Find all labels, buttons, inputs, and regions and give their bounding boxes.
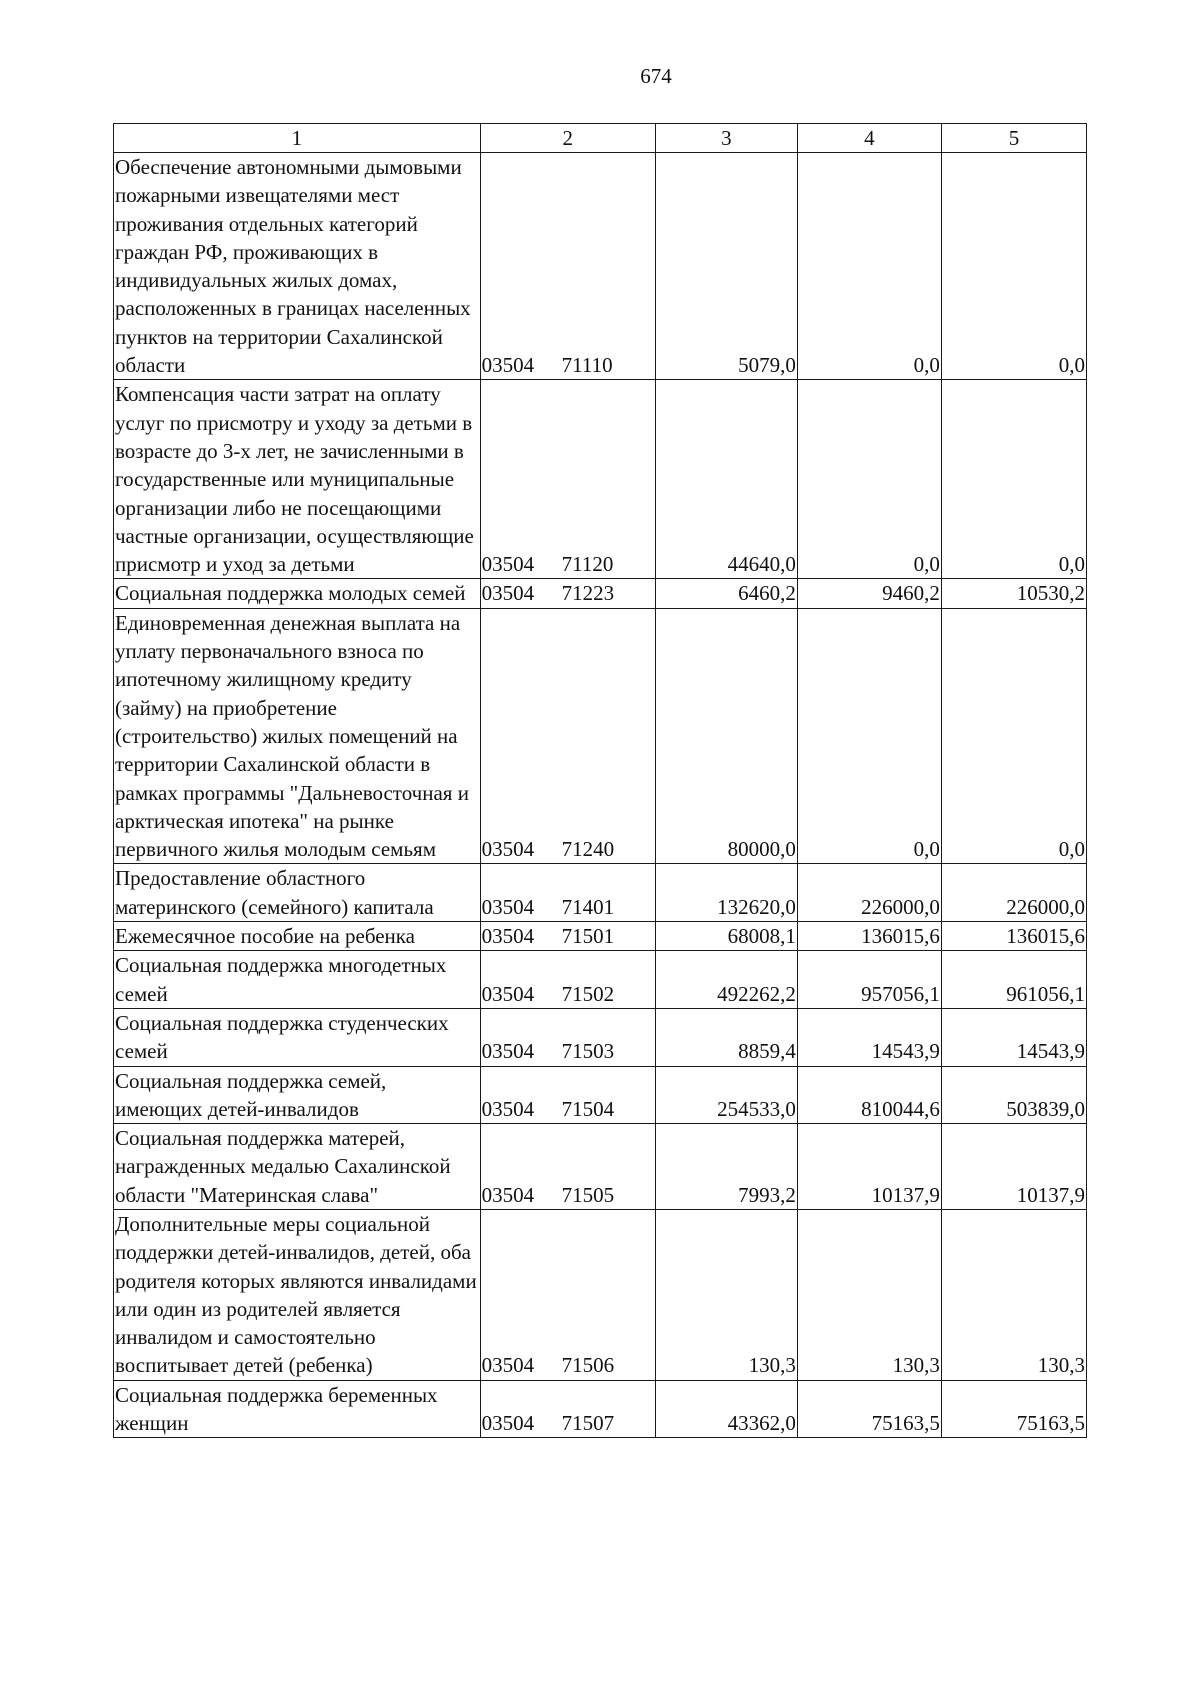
row-name-cell: Обеспечение автономными дымовыми пожарными извещателями мест проживания отдельных категорий граждан РФ, проживающих в индивидуальных жилых домах, расположенных в границах населенных пунктов на территории Сахалинской области [114, 153, 481, 380]
table-row [114, 608, 1087, 864]
row-name-cell: Социальная поддержка семей, имеющих детей-инвалидов [114, 1066, 481, 1124]
row-name-cell: Дополнительные меры социальной поддержки детей-инвалидов, детей, оба родителя которых являются инвалидами или один из родителей является инвалидом и самостоятельно воспитывает детей (ребенка) [114, 1209, 481, 1380]
target-code: 71504 [561, 1096, 615, 1121]
target-code: 71501 [561, 924, 615, 949]
table-body [114, 153, 1087, 1438]
table-row [114, 1066, 1087, 1124]
value-col-3: 44640,0 [655, 380, 797, 579]
column-header-4: 4 [797, 124, 941, 153]
row-name-cell: Единовременная денежная выплата на уплату первоначального взноса по ипотечному жилищному кредиту (займу) на приобретение (строительство) жилых помещений на территории Сахалинской области в рамках программы "Дальневосточная и арктическая ипотека" на рынке первичного жилья молодым семьям [114, 608, 481, 864]
row-name-cell: Компенсация части затрат на оплату услуг по присмотру и уходу за детьми в возрасте до 3-х лет, не зачисленными в государственные или муниципальные организации либо не посещающими частные организации, осуществляющие присмотр и уход за детьми [114, 380, 481, 579]
value-col-5: 10530,2 [941, 579, 1086, 608]
table-row [114, 1008, 1087, 1066]
row-name-cell: Социальная поддержка студенческих семей [114, 1008, 481, 1066]
table-row [114, 1380, 1087, 1438]
value-col-5: 0,0 [941, 608, 1086, 864]
value-col-3: 254533,0 [655, 1066, 797, 1124]
table-header-row [114, 124, 1087, 153]
value-col-4: 75163,5 [797, 1380, 941, 1438]
row-name-cell: Предоставление областного материнского (семейного) капитала [114, 864, 481, 922]
section-code: 03504 [481, 1096, 535, 1121]
section-code: 03504 [481, 353, 535, 378]
value-col-4: 10137,9 [797, 1124, 941, 1210]
target-code: 71240 [561, 837, 615, 862]
value-col-5: 14543,9 [941, 1008, 1086, 1066]
target-code: 71507 [561, 1411, 615, 1436]
row-code-cell [480, 1380, 655, 1438]
value-col-3: 7993,2 [655, 1124, 797, 1210]
table-row [114, 579, 1087, 608]
row-name-cell: Ежемесячное пособие на ребенка [114, 922, 481, 951]
value-col-5: 226000,0 [941, 864, 1086, 922]
target-code: 71110 [561, 353, 613, 378]
value-col-3: 5079,0 [655, 153, 797, 380]
target-code: 71223 [561, 581, 615, 606]
row-code-cell [480, 951, 655, 1009]
row-code-cell [480, 864, 655, 922]
value-col-4: 810044,6 [797, 1066, 941, 1124]
value-col-4: 14543,9 [797, 1008, 941, 1066]
row-code-cell [480, 1209, 655, 1380]
value-col-3: 43362,0 [655, 1380, 797, 1438]
value-col-5: 136015,6 [941, 922, 1086, 951]
table-row [114, 864, 1087, 922]
table-row [114, 1124, 1087, 1210]
section-code: 03504 [481, 924, 535, 949]
section-code: 03504 [481, 1182, 535, 1207]
row-name-cell: Социальная поддержка беременных женщин [114, 1380, 481, 1438]
value-col-5: 0,0 [941, 153, 1086, 380]
column-header-3: 3 [655, 124, 797, 153]
target-code: 71120 [561, 552, 614, 577]
value-col-3: 80000,0 [655, 608, 797, 864]
row-code-cell [480, 1124, 655, 1210]
column-header-5: 5 [941, 124, 1086, 153]
row-code-cell [480, 1008, 655, 1066]
value-col-5: 961056,1 [941, 951, 1086, 1009]
value-col-3: 6460,2 [655, 579, 797, 608]
row-name-cell: Социальная поддержка матерей, награжденных медалью Сахалинской области "Материнская слава" [114, 1124, 481, 1210]
row-name-cell: Социальная поддержка многодетных семей [114, 951, 481, 1009]
section-code: 03504 [481, 1411, 535, 1436]
section-code: 03504 [481, 1039, 535, 1064]
value-col-3: 68008,1 [655, 922, 797, 951]
value-col-5: 130,3 [941, 1209, 1086, 1380]
value-col-4: 0,0 [797, 608, 941, 864]
value-col-3: 130,3 [655, 1209, 797, 1380]
value-col-4: 0,0 [797, 153, 941, 380]
value-col-5: 503839,0 [941, 1066, 1086, 1124]
value-col-4: 9460,2 [797, 579, 941, 608]
row-code-cell [480, 380, 655, 579]
row-code-cell [480, 579, 655, 608]
value-col-3: 132620,0 [655, 864, 797, 922]
value-col-3: 8859,4 [655, 1008, 797, 1066]
row-name-cell: Социальная поддержка молодых семей [114, 579, 481, 608]
value-col-4: 136015,6 [797, 922, 941, 951]
column-header-2: 2 [480, 124, 655, 153]
value-col-4: 130,3 [797, 1209, 941, 1380]
value-col-5: 10137,9 [941, 1124, 1086, 1210]
section-code: 03504 [481, 552, 535, 577]
section-code: 03504 [481, 894, 535, 919]
value-col-4: 0,0 [797, 380, 941, 579]
row-code-cell [480, 1066, 655, 1124]
section-code: 03504 [481, 981, 535, 1006]
row-code-cell [480, 153, 655, 380]
section-code: 03504 [481, 581, 535, 606]
row-code-cell [480, 922, 655, 951]
table-row [114, 922, 1087, 951]
target-code: 71505 [561, 1182, 615, 1207]
value-col-5: 75163,5 [941, 1380, 1086, 1438]
table-row [114, 153, 1087, 380]
value-col-5: 0,0 [941, 380, 1086, 579]
column-header-1: 1 [114, 124, 481, 153]
section-code: 03504 [481, 837, 535, 862]
section-code: 03504 [481, 1353, 535, 1378]
table-row [114, 1209, 1087, 1380]
budget-table [113, 123, 1087, 1438]
target-code: 71506 [561, 1353, 615, 1378]
row-code-cell [480, 608, 655, 864]
table-row [114, 951, 1087, 1009]
table-row [114, 380, 1087, 579]
value-col-4: 957056,1 [797, 951, 941, 1009]
value-col-3: 492262,2 [655, 951, 797, 1009]
value-col-4: 226000,0 [797, 864, 941, 922]
target-code: 71503 [561, 1039, 615, 1064]
target-code: 71401 [561, 894, 615, 919]
target-code: 71502 [561, 981, 615, 1006]
page-number: 674 [640, 64, 672, 88]
